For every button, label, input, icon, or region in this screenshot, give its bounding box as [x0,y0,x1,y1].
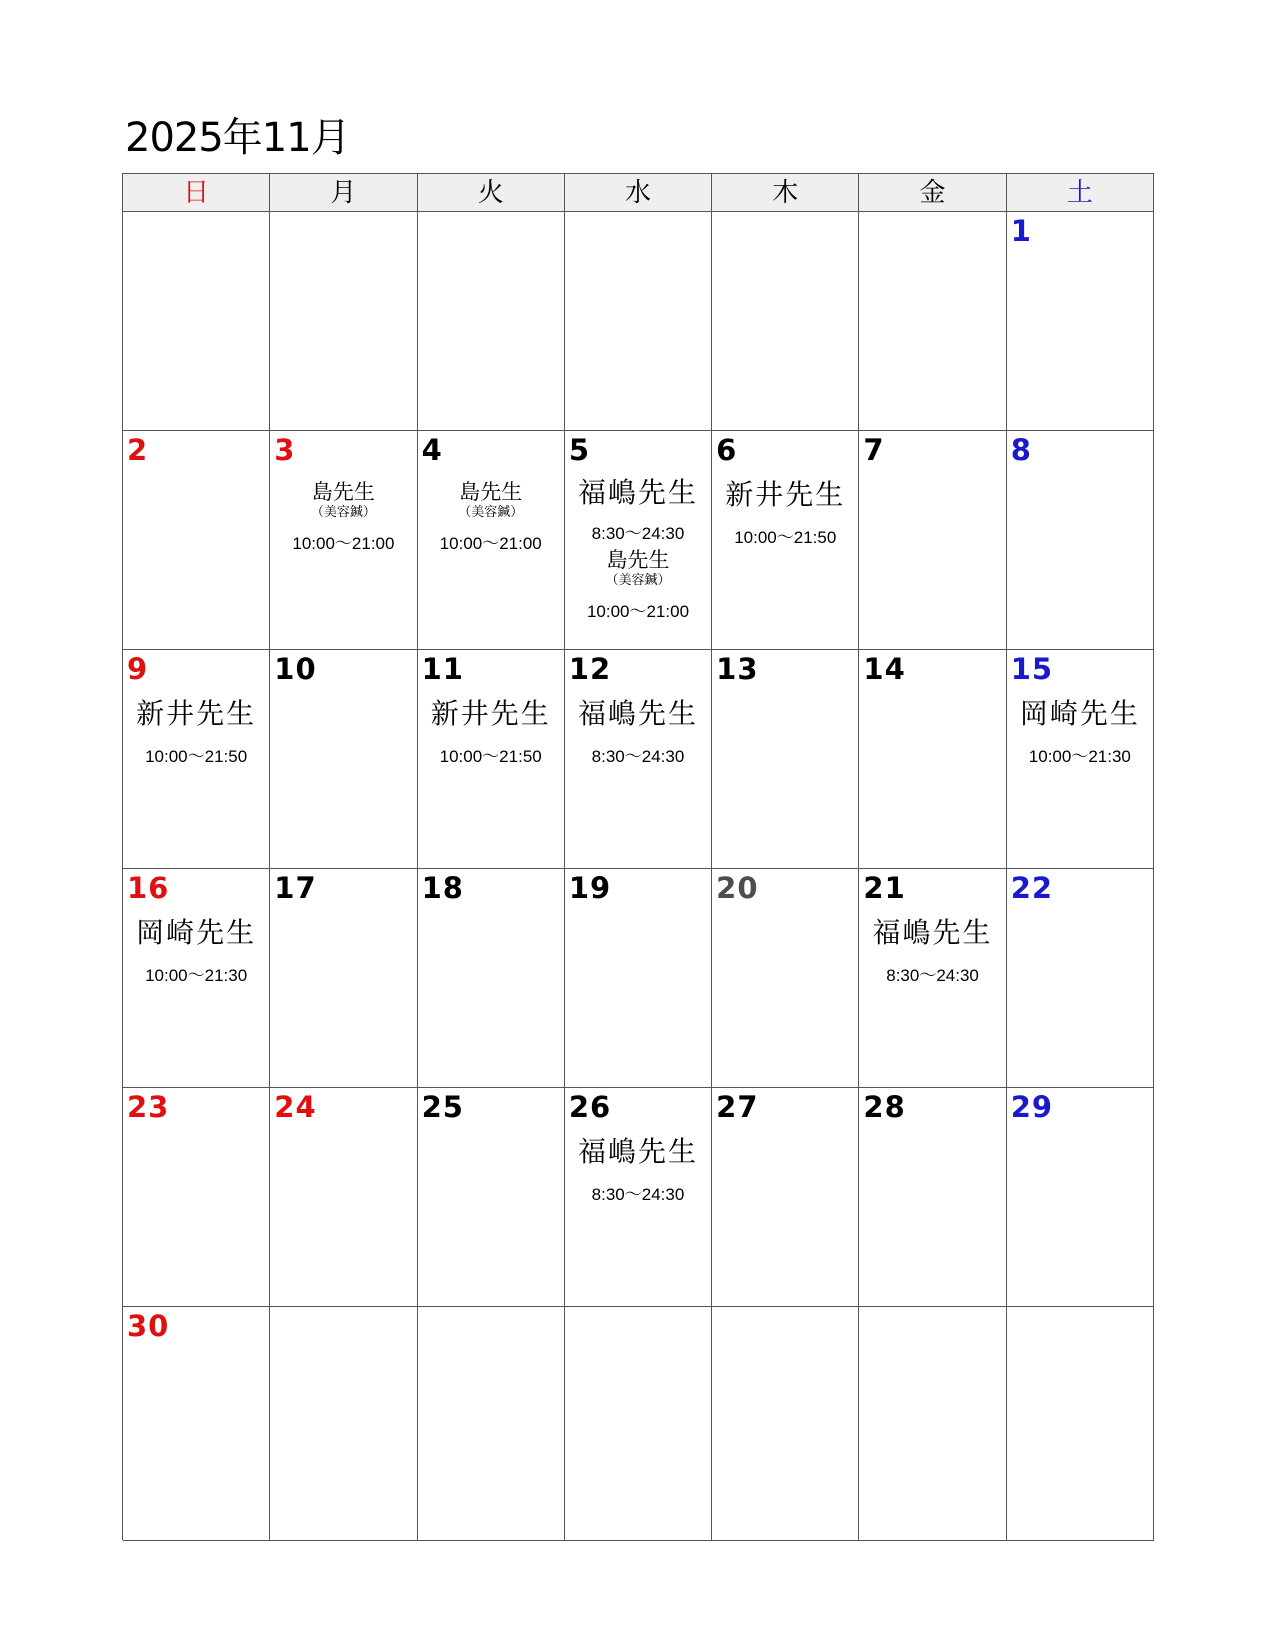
day-number: 1 [1010,214,1032,248]
weekday-header: 木 [712,174,859,212]
empty-day-cell [270,1307,417,1541]
day-number: 3 [274,433,296,467]
day-cell [418,431,565,650]
teacher-name: 新井先生 [430,697,551,730]
day-number: 16 [127,871,170,905]
day-cell [712,650,859,869]
schedule-entry [725,477,845,549]
empty-day-cell [565,1307,712,1541]
day-number: 26 [568,1090,612,1124]
time-range: 10:00～21:50 [734,528,837,547]
day-cell [712,869,859,1088]
day-number: 20 [716,871,759,905]
treatment-note: （美容鍼） [310,505,376,520]
day-cell [859,869,1006,1088]
weekday-header: 日 [123,174,270,212]
teacher-name: 島先生 [459,480,523,504]
empty-day-cell [1007,1307,1154,1541]
schedule-entry [578,1134,698,1206]
day-cell [859,431,1006,650]
empty-day-cell [859,1307,1006,1541]
day-number: 2 [127,433,149,467]
teacher-name: 福嶋先生 [577,476,698,509]
day-cell [123,431,270,650]
event-list [123,915,269,987]
day-number: 11 [421,652,464,686]
day-cell [270,650,417,869]
day-cell [418,869,565,1088]
event-list [565,696,711,768]
day-cell [1007,869,1154,1088]
day-number: 24 [274,1090,317,1124]
day-cell [418,1088,565,1307]
day-cell [418,650,565,869]
day-cell [270,869,417,1088]
day-cell [270,431,417,650]
day-cell [859,1088,1006,1307]
event-list [270,479,416,555]
day-number: 5 [568,433,591,467]
day-cell [712,431,859,650]
day-cell [123,650,270,869]
day-cell [712,1088,859,1307]
teacher-name: 福嶋先生 [577,1135,698,1168]
time-range: 10:00～21:50 [145,747,248,766]
day-number: 15 [1010,652,1054,686]
time-range: 8:30～24:30 [591,1185,685,1204]
calendar-grid [122,173,1154,1540]
event-list [1007,696,1153,768]
time-range: 10:00～21:50 [439,747,542,766]
day-number: 7 [863,433,885,467]
day-cell [565,650,712,869]
day-cell [1007,1088,1154,1307]
schedule-entry [431,696,551,768]
day-cell [123,869,270,1088]
time-range: 10:00～21:00 [439,534,542,553]
schedule-entry [292,479,394,555]
schedule-entry [578,475,698,545]
weekday-header: 金 [859,174,1006,212]
day-cell [1007,212,1154,431]
weekday-header: 土 [1007,174,1154,212]
schedule-entry [587,547,689,623]
day-cell [565,1088,712,1307]
empty-day-cell [712,1307,859,1541]
day-number: 6 [716,433,738,467]
empty-day-cell [418,212,565,431]
empty-day-cell [712,212,859,431]
empty-day-cell [565,212,712,431]
day-number: 23 [127,1090,170,1124]
schedule-entry [873,915,993,987]
empty-day-cell [859,212,1006,431]
day-number: 8 [1010,433,1032,467]
time-range: 10:00～21:30 [1028,747,1131,766]
empty-day-cell [418,1307,565,1541]
event-list [418,479,564,555]
day-number: 29 [1010,1090,1054,1124]
calendar-title: 2025年11月 [125,115,350,161]
day-number: 28 [863,1090,906,1124]
day-cell [123,1307,270,1541]
time-range: 8:30～24:30 [886,966,979,985]
teacher-name: 福嶋先生 [872,916,993,949]
day-cell [123,1088,270,1307]
treatment-note: （美容鍼） [458,505,524,520]
day-number: 14 [863,652,906,686]
empty-day-cell [123,212,270,431]
day-cell [1007,650,1154,869]
event-list [418,696,564,768]
weekday-header: 月 [270,174,417,212]
weekday-header: 火 [418,174,565,212]
day-number: 22 [1010,871,1054,905]
event-list [565,1134,711,1206]
day-cell [859,650,1006,869]
day-cell [1007,431,1154,650]
schedule-entry [136,915,256,987]
day-number: 10 [274,652,317,686]
day-cell [565,431,712,650]
day-number: 17 [274,871,317,905]
event-list [712,477,858,549]
event-list [859,915,1005,987]
event-list [565,475,711,623]
teacher-name: 新井先生 [136,697,257,730]
time-range: 8:30～24:30 [591,524,685,543]
day-cell [270,1088,417,1307]
teacher-name: 新井先生 [725,478,846,511]
schedule-entry [578,696,698,768]
day-number: 4 [421,433,443,467]
teacher-name: 岡崎先生 [136,916,257,949]
weekday-header: 水 [565,174,712,212]
schedule-entry [1020,696,1140,768]
teacher-name: 島先生 [606,548,670,572]
teacher-name: 福嶋先生 [577,697,698,730]
schedule-entry [136,696,256,768]
time-range: 10:00～21:00 [586,602,690,621]
schedule-entry [440,479,542,555]
day-number: 21 [863,871,906,905]
time-range: 10:00～21:30 [145,966,248,985]
day-number: 13 [716,652,759,686]
day-cell [565,869,712,1088]
empty-day-cell [270,212,417,431]
teacher-name: 島先生 [311,480,375,504]
treatment-note: （美容鍼） [605,573,671,588]
time-range: 10:00～21:00 [292,534,395,553]
day-number: 30 [127,1309,170,1343]
day-number: 25 [421,1090,464,1124]
day-number: 19 [568,871,612,905]
teacher-name: 岡崎先生 [1019,697,1140,730]
day-number: 27 [716,1090,759,1124]
day-number: 9 [127,652,149,686]
day-number: 18 [421,871,464,905]
event-list [123,696,269,768]
time-range: 8:30～24:30 [591,747,685,766]
day-number: 12 [568,652,612,686]
